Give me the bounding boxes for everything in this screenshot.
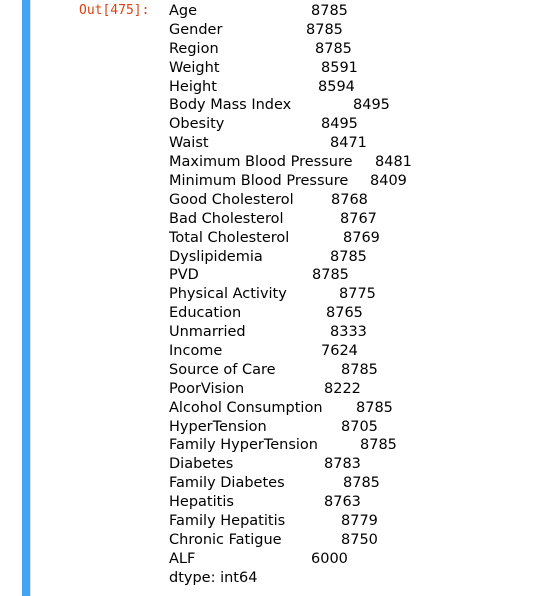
series-row <box>169 96 429 115</box>
series-count-value: 8481 <box>375 154 412 171</box>
series-count-value: 6000 <box>311 550 348 567</box>
series-index-label: Hepatitis <box>169 494 234 511</box>
series-count-value: 8785 <box>360 437 397 454</box>
series-row <box>169 493 429 512</box>
series-row <box>169 59 429 78</box>
series-count-value: 8750 <box>341 531 378 548</box>
output-prompt: Out[475]: <box>79 3 150 18</box>
series-row <box>169 266 429 285</box>
series-count-value: 8783 <box>324 456 361 473</box>
series-index-label: Dyslipidemia <box>169 248 263 265</box>
series-row <box>169 342 429 361</box>
series-row <box>169 304 429 323</box>
series-index-label: Diabetes <box>169 456 234 473</box>
series-count-value: 8333 <box>330 324 367 341</box>
dtype-line: dtype: int64 <box>169 569 258 586</box>
series-index-label: Income <box>169 343 223 360</box>
series-index-label: Age <box>169 3 198 19</box>
series-count-value: 8763 <box>324 494 361 511</box>
series-count-value: 8594 <box>318 78 355 95</box>
series-index-label: Physical Activity <box>169 286 287 303</box>
series-row <box>169 210 429 229</box>
series-row <box>169 550 429 569</box>
series-count-value: 8785 <box>312 267 349 284</box>
series-row <box>169 229 429 248</box>
series-index-label: Total Cholesterol <box>169 229 290 246</box>
series-row <box>169 380 429 399</box>
series-count-value: 7624 <box>321 343 358 360</box>
series-row <box>169 436 429 455</box>
cell-selection-bar[interactable] <box>22 0 30 596</box>
series-index-label: Body Mass Index <box>169 97 292 114</box>
series-index-label: Family Hepatitis <box>169 513 286 530</box>
series-row <box>169 115 429 134</box>
series-index-label: Source of Care <box>169 361 276 378</box>
series-row <box>169 78 429 97</box>
output-area <box>169 2 429 588</box>
series-index-label: HyperTension <box>169 418 267 435</box>
series-index-label: Height <box>169 78 217 95</box>
series-row <box>169 248 429 267</box>
series-index-label: Bad Cholesterol <box>169 210 284 227</box>
series-count-value: 8775 <box>339 286 376 303</box>
series-index-label: PVD <box>169 267 199 284</box>
series-count-value: 8785 <box>356 399 393 416</box>
series-count-value: 8495 <box>321 116 358 133</box>
series-count-value: 8767 <box>340 210 377 227</box>
series-count-value: 8779 <box>341 513 378 530</box>
series-row <box>169 512 429 531</box>
series-index-label: Unmarried <box>169 324 246 341</box>
series-index-label: Waist <box>169 135 209 152</box>
series-index-label: Family HyperTension <box>169 437 318 454</box>
series-index-label: ALF <box>169 550 196 567</box>
series-index-label: Gender <box>169 21 223 38</box>
series-index-label: Weight <box>169 59 220 76</box>
series-index-label: Alcohol Consumption <box>169 399 323 416</box>
series-count-value: 8495 <box>353 97 390 114</box>
series-index-label: Education <box>169 305 242 322</box>
series-count-value: 8409 <box>370 173 407 190</box>
series-row <box>169 40 429 59</box>
series-count-value: 8471 <box>330 135 367 152</box>
series-row <box>169 455 429 474</box>
series-row <box>169 474 429 493</box>
series-index-label: Good Cholesterol <box>169 191 294 208</box>
series-row <box>169 418 429 437</box>
series-index-label: Region <box>169 40 219 57</box>
series-count-value: 8222 <box>324 380 361 397</box>
series-row <box>169 153 429 172</box>
series-index-label: Minimum Blood Pressure <box>169 173 349 190</box>
series-count-value: 8785 <box>311 3 348 19</box>
series-row <box>169 134 429 153</box>
series-row <box>169 172 429 191</box>
series-count-value: 8768 <box>331 191 368 208</box>
series-count-value: 8591 <box>321 59 358 76</box>
series-count-value: 8765 <box>326 305 363 322</box>
series-row <box>169 399 429 418</box>
series-row <box>169 531 429 550</box>
series-row <box>169 323 429 342</box>
series-count-value: 8785 <box>343 475 380 492</box>
series-index-label: PoorVision <box>169 380 245 397</box>
series-count-value: 8785 <box>330 248 367 265</box>
series-count-value: 8785 <box>306 21 343 38</box>
series-output <box>169 2 429 569</box>
series-row <box>169 361 429 380</box>
series-index-label: Chronic Fatigue <box>169 531 282 548</box>
series-row <box>169 2 429 21</box>
series-count-value: 8785 <box>341 361 378 378</box>
series-row <box>169 21 429 40</box>
series-index-label: Obesity <box>169 116 225 133</box>
series-count-value: 8769 <box>343 229 380 246</box>
series-row <box>169 191 429 210</box>
series-row <box>169 285 429 304</box>
series-index-label: Family Diabetes <box>169 475 285 492</box>
series-count-value: 8785 <box>315 40 352 57</box>
series-count-value: 8705 <box>341 418 378 435</box>
series-index-label: Maximum Blood Pressure <box>169 154 353 171</box>
